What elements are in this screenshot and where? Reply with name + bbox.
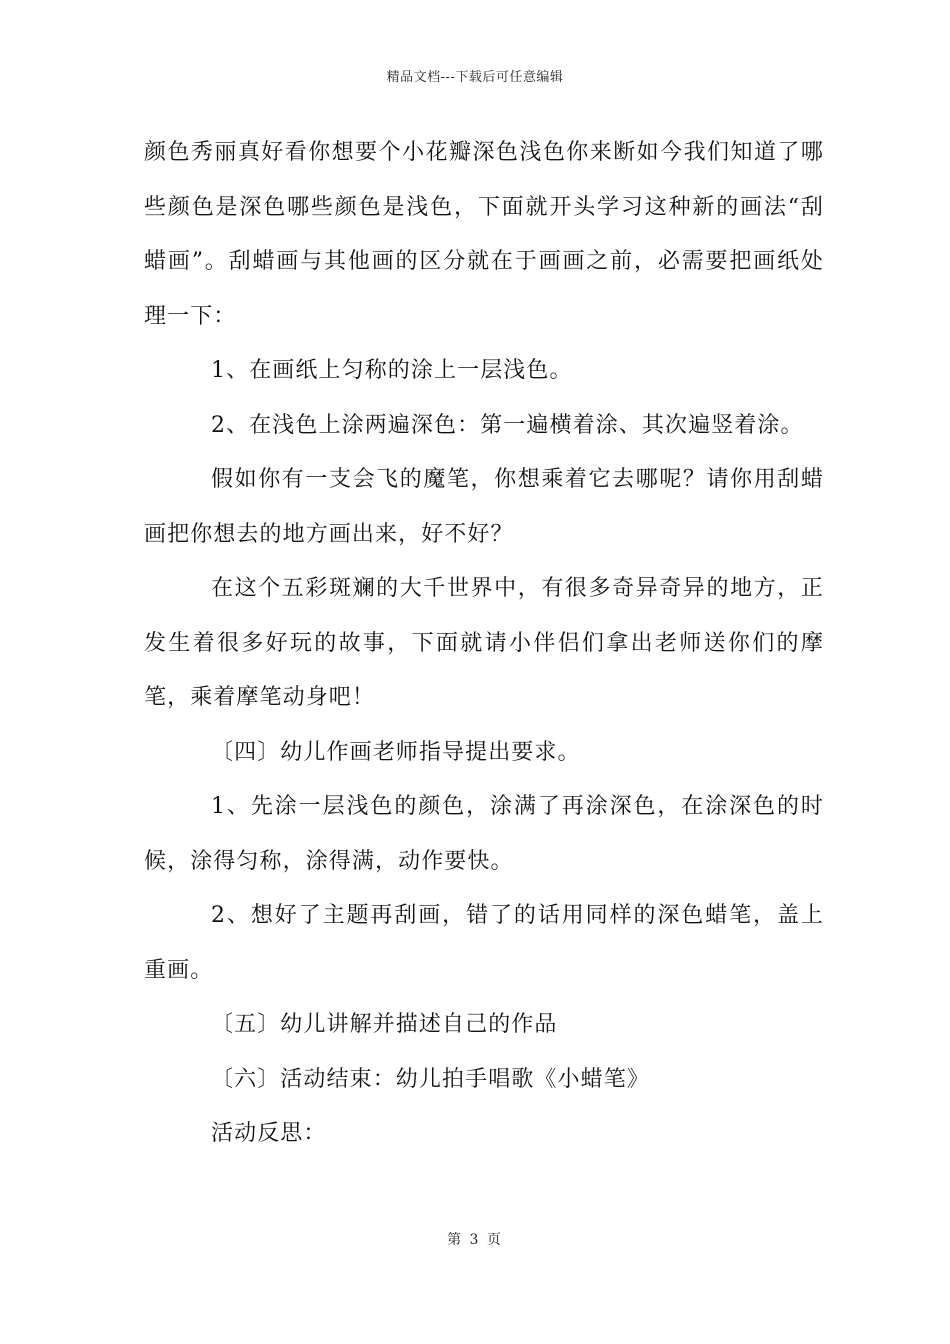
page-number: 第 3 页 — [447, 1232, 503, 1248]
paragraph-3: 2、在浅色上涂两遍深色：第一遍横着涂、其次遍竖着涂。 — [211, 412, 804, 438]
document-body — [144, 126, 824, 1162]
paragraph-10: 〔六〕活动结束：幼儿拍手唱歌《小蜡笔》 — [211, 1066, 650, 1092]
page-header: 精品文档---下载后可任意编辑 — [386, 70, 564, 85]
paragraph-2: 1、在画纸上匀称的涂上一层浅色。 — [211, 358, 573, 383]
paragraph-4: 假如你有一支会飞的魔笔，你想乘着它去哪呢？请你用刮蜡画把你想去的地方画出来，好不好？ — [144, 467, 824, 547]
paragraph-7: 1、先涂一层浅色的颜色，涂满了再涂深色，在涂深色的时候，涂得匀称，涂得满，动作要快。 — [144, 794, 824, 874]
paragraph-11: 活动反思： — [211, 1121, 327, 1146]
paragraph-6: 〔四〕幼儿作画老师指导提出要求。 — [211, 739, 581, 765]
paragraph-8: 2、想好了主题再刮画，错了的话用同样的深色蜡笔，盖上重画。 — [144, 903, 824, 983]
paragraph-1: 颜色秀丽真好看你想要个小花瓣深色浅色你来断如今我们知道了哪些颜色是深色哪些颜色是浅色，下面就开头学习这种新的画法“刮蜡画”。刮蜡画与其他画的区分就在于画画之前，必需要把画纸处理一下： — [144, 140, 824, 329]
paragraph-9: 〔五〕幼儿讲解并描述自己的作品 — [211, 1012, 558, 1037]
paragraph-5: 在这个五彩斑斓的大千世界中，有很多奇异奇异的地方，正发生着很多好玩的故事，下面就请小伴侣们拿出老师送你们的摩笔，乘着摩笔动身吧！ — [144, 576, 824, 710]
